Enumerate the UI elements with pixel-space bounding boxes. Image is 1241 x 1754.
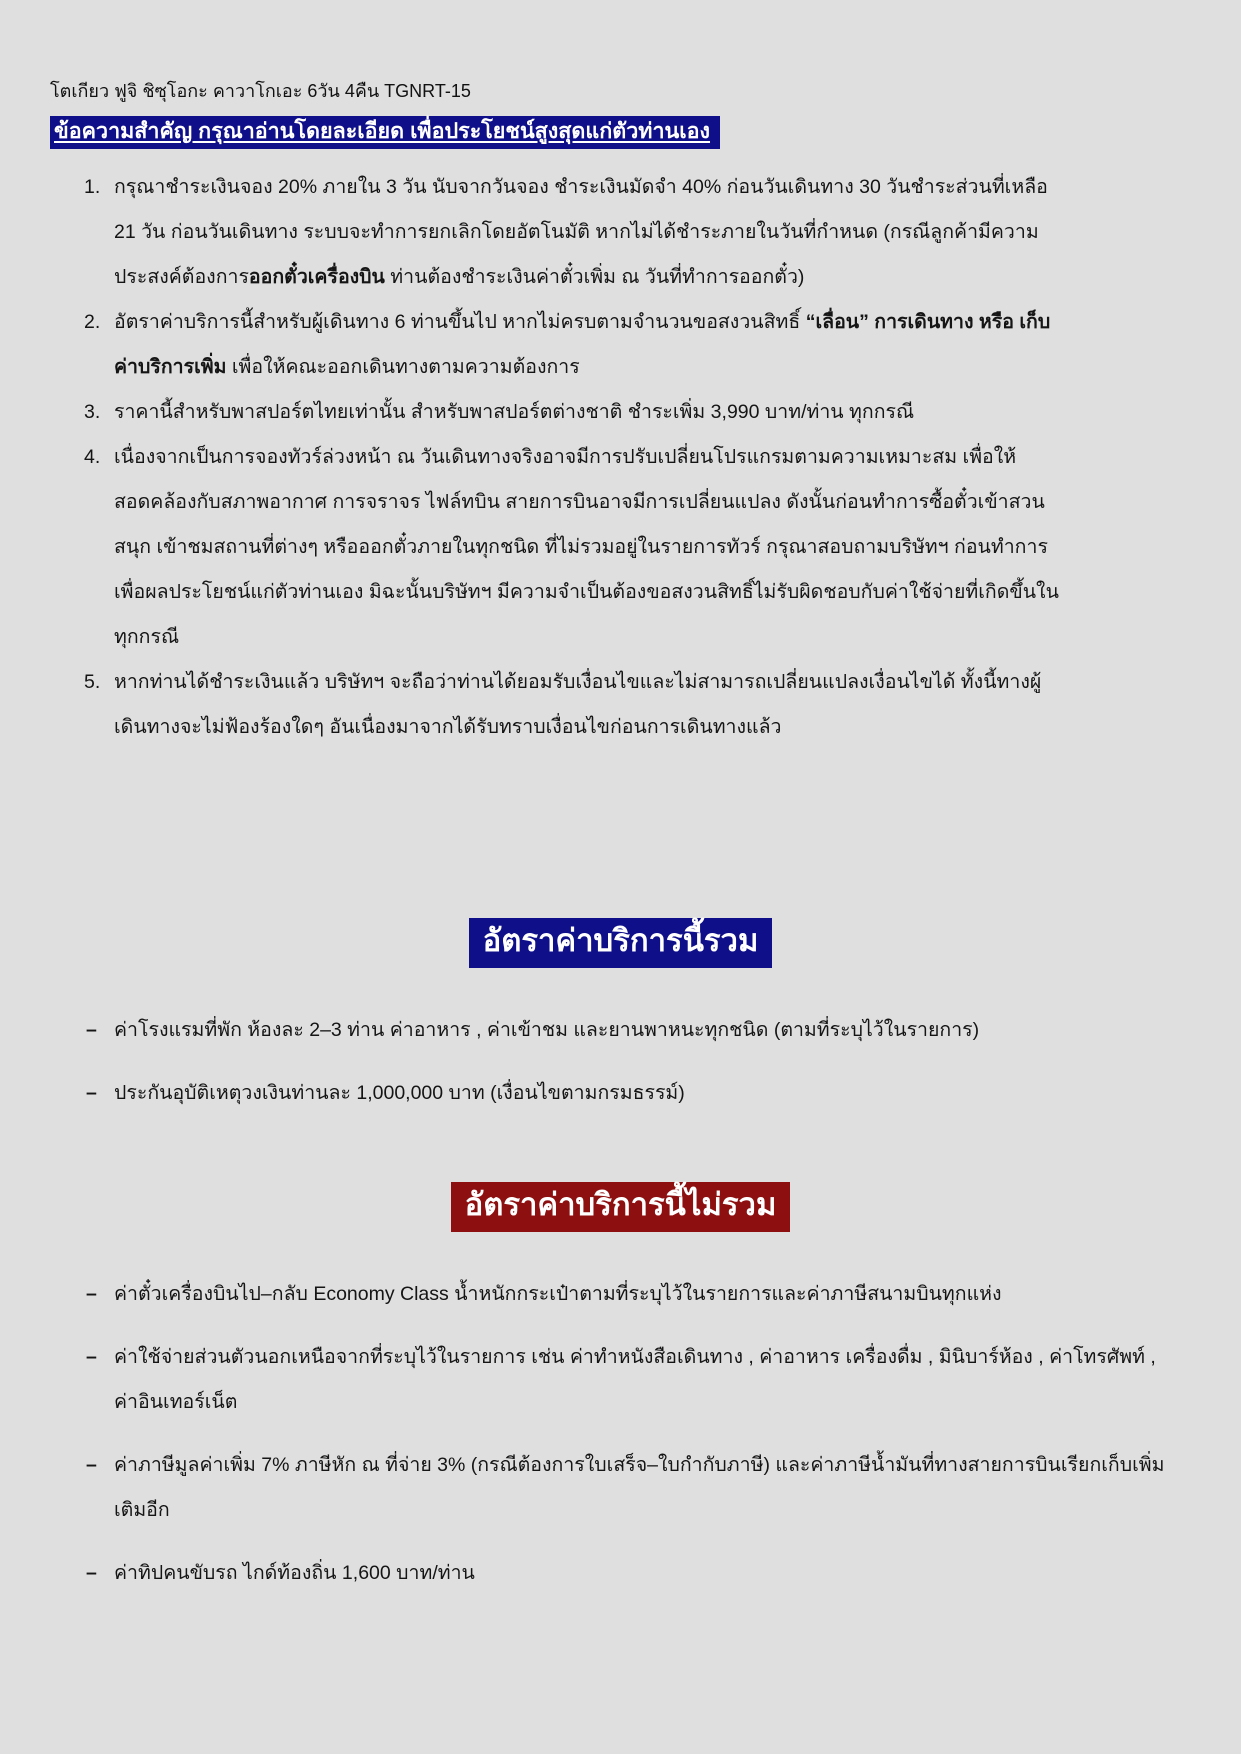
exclude-item-text: ค่าใช้จ่ายส่วนตัวนอกเหนือจากที่ระบุไว้ในรายการ เช่น ค่าทำหนังสือเดินทาง , ค่าอาหาร เครื่องดื่ม , มินิบาร์ห้อง , ค่าโทรศัพท์ , ค่าอินเทอร์เน็ต	[114, 1346, 1156, 1413]
dash-bullet: –	[86, 1082, 97, 1104]
note-item-3	[84, 390, 1191, 435]
note-text-segment: หากท่านได้ชำระเงินแล้ว บริษัทฯ จะถือว่าท่านได้ยอมรับเงื่อนไขและไม่สามารถเปลี่ยนแปลงเงื่อนไขได้ ทั้งนี้ทางผู้เดินทางจะไม่ฟ้องร้องใดๆ อันเนื่องมาจากได้รับทราบเงื่อนไขก่อนการเดินทางแล้ว	[114, 671, 1042, 738]
dash-bullet: –	[86, 1346, 97, 1368]
excludes-heading	[451, 1182, 791, 1232]
note-item-5	[84, 660, 1191, 750]
exclude-item-text: ค่าทิปคนขับรถ ไกด์ท้องถิ่น 1,600 บาท/ท่าน	[114, 1562, 475, 1584]
dash-bullet: –	[86, 1562, 97, 1584]
note-text-segment: เพื่อให้คณะออกเดินทางตามความต้องการ	[226, 356, 580, 378]
include-item-text: ค่าโรงแรมที่พัก ห้องละ 2–3 ท่าน ค่าอาหาร , ค่าเข้าชม และยานพาหนะทุกชนิด (ตามที่ระบุไว้ในรายการ)	[114, 1019, 980, 1041]
note-number: 5.	[84, 671, 101, 693]
dash-bullet: –	[86, 1454, 97, 1476]
include-item	[86, 1008, 1191, 1053]
excludes-list	[50, 1272, 1191, 1596]
exclude-item	[86, 1551, 1191, 1596]
exclude-item	[86, 1443, 1191, 1533]
excludes-heading-label: อัตราค่าบริการนี้ไม่รวม	[464, 1187, 777, 1222]
note-text-segment: เนื่องจากเป็นการจองทัวร์ล่วงหน้า ณ วันเดินทางจริงอาจมีการปรับเปลี่ยนโปรแกรมตามความเหมาะสม เพื่อให้สอดคล้องกับสภาพอากาศ การจราจร ไฟล์ทบิน สายการบินอาจมีการเปลี่ยนแปลง ดังนั้นก่อนทำการซื้อตั๋วเข้าสวนสนุก เข้าชมสถานที่ต่างๆ หรือออกตั๋วภายในทุกชนิด ที่ไม่รวมอยู่ในรายการทัวร์ กรุณาสอบถามบริษัทฯ ก่อนทำการ เพื่อผลประโยชน์แก่ตัวท่านเอง มิฉะนั้นบริษัทฯ มีความจำเป็นต้องขอสงวนสิทธิ์ไม่รับผิดชอบกับค่าใช้จ่ายที่เกิดขึ้นในทุกกรณี	[114, 446, 1059, 648]
note-text-segment: ท่านต้องชำระเงินค่าตั๋วเพิ่ม ณ วันที่ทำการออกตั๋ว)	[384, 266, 805, 288]
important-notes-list	[50, 165, 1191, 750]
important-notice-banner	[50, 116, 720, 149]
note-text-segment: อัตราค่าบริการนี้สำหรับผู้เดินทาง 6 ท่านขึ้นไป หากไม่ครบตามจำนวนขอสงวนสิทธิ์	[114, 311, 806, 333]
include-item	[86, 1071, 1191, 1116]
note-text	[114, 390, 914, 435]
note-item-4	[84, 435, 1191, 660]
note-text-segment: ราคานี้สำหรับพาสปอร์ตไทยเท่านั้น สำหรับพาสปอร์ตต่างชาติ ชำระเพิ่ม 3,990 บาท/ท่าน ทุกกรณี	[114, 401, 915, 423]
includes-heading	[469, 918, 773, 968]
note-number: 1.	[84, 176, 101, 198]
note-number: 4.	[84, 446, 101, 468]
note-item-2	[84, 300, 1191, 390]
exclude-item-text: ค่าภาษีมูลค่าเพิ่ม 7% ภาษีหัก ณ ที่จ่าย 3% (กรณีต้องการใบเสร็จ–ใบกำกับภาษี) และค่าภาษีน้ำมันที่ทางสายการบินเรียกเก็บเพิ่มเติมอีก	[114, 1454, 1165, 1521]
note-item-1	[84, 165, 1191, 300]
exclude-item-text: ค่าตั๋วเครื่องบินไป–กลับ Economy Class น้ำหนักกระเป๋าตามที่ระบุไว้ในรายการและค่าภาษีสนามบินทุกแห่ง	[114, 1283, 1002, 1305]
includes-list	[50, 1008, 1191, 1116]
includes-heading-row	[50, 918, 1191, 968]
include-item-text: ประกันอุบัติเหตุวงเงินท่านละ 1,000,000 บาท (เงื่อนไขตามกรมธรรม์)	[114, 1082, 685, 1104]
note-text-bold-segment: ออกตั๋วเครื่องบิน	[248, 266, 385, 288]
exclude-item	[86, 1335, 1191, 1425]
exclude-item	[86, 1272, 1191, 1317]
excludes-heading-row	[50, 1182, 1191, 1232]
includes-heading-label: อัตราค่าบริการนี้รวม	[482, 923, 759, 958]
note-number: 3.	[84, 401, 101, 423]
tour-title: โตเกียว ฟูจิ ชิซุโอกะ คาวาโกเอะ 6วัน 4คืน TGNRT-15	[50, 81, 471, 101]
dash-bullet: –	[86, 1019, 97, 1041]
note-text	[114, 300, 1064, 390]
important-notice-title: ข้อความสำคัญ กรุณาอ่านโดยละเอียด เพื่อประโยชน์สูงสุดแก่ตัวท่านเอง	[54, 119, 711, 143]
note-text	[114, 165, 1064, 300]
note-text	[114, 435, 1064, 660]
note-text-bold-segment: “เลื่อน” การเดินทาง หรือ เก็บค่าบริการเพิ่ม	[114, 311, 1051, 378]
note-text	[114, 660, 1064, 750]
note-number: 2.	[84, 311, 101, 333]
note-text-segment: กรุณาชำระเงินจอง 20% ภายใน 3 วัน นับจากวันจอง ชำระเงินมัดจำ 40% ก่อนวันเดินทาง 30 วันชำระส่วนที่เหลือ 21 วัน ก่อนวันเดินทาง ระบบจะทำการยกเลิกโดยอัตโนมัติ หากไม่ได้ชำระภายในวันที่กำหนด (กรณีลูกค้ามีความประสงค์ต้องการ	[114, 176, 1048, 288]
dash-bullet: –	[86, 1283, 97, 1305]
